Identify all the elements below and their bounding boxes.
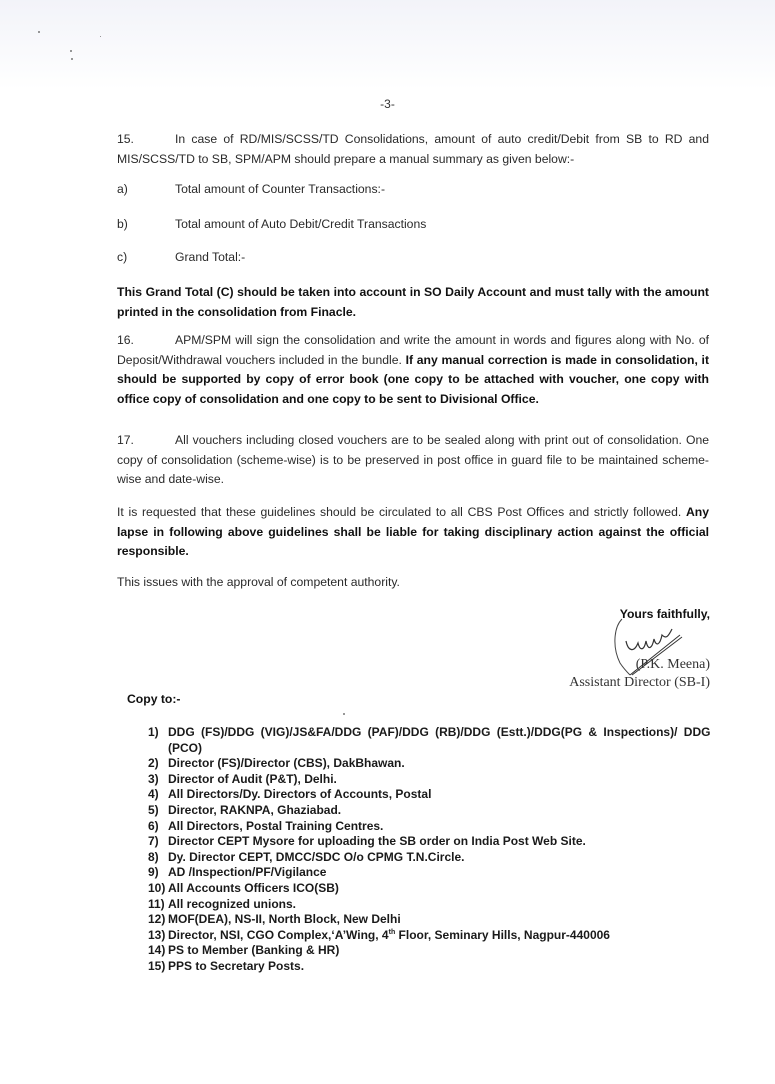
list-item: 12) MOF(DEA), NS-II, North Block, New Delhi [148,912,401,927]
list-item: 2) Director (FS)/Director (CBS), DakBhawan. [148,756,405,771]
list-item: 4) All Directors/Dy. Directors of Accounts, Postal [148,787,432,802]
signer-designation: Assistant Director (SB-I) [569,675,710,690]
grand-total-note-text: This Grand Total (C) should be taken into account in SO Daily Account and must tally with the amount printed in the consolidation from Finacle. [117,285,709,319]
item-text: Total amount of Counter Transactions:- [175,182,386,196]
list-item: 14) PS to Member (Banking & HR) [148,943,340,958]
summary-item-c [117,250,245,264]
list-item: 5) Director, RAKNPA, Ghaziabad. [148,802,342,817]
summary-item-b [117,217,426,231]
request-paragraph [117,503,709,562]
approval-text: This issues with the approval of competent authority. [117,575,400,589]
paragraph-text: All vouchers including closed vouchers are to be sealed along with print out of consolidation. One copy of consolidation (scheme-wise) is to be preserved in post office in guard file to be maintained scheme-wise and date-wise. [117,433,709,486]
paragraph-text: In case of RD/MIS/SCSS/TD Consolidations, amount of auto credit/Debit from SB to RD and MIS/SCSS/TD to SB, SPM/APM should prepare a manual summary as given below:- [117,132,709,166]
paragraph-number: 16. [117,333,134,347]
summary-item-a [117,182,385,196]
item-text: Grand Total:- [175,250,246,264]
item-text: Total amount of Auto Debit/Credit Transactions [175,217,427,231]
list-item: 8) Dy. Director CEPT, DMCC/SDC O/o CPMG T.N.Circle. [148,849,465,864]
list-item: 10) All Accounts Officers ICO(SB) [148,880,339,895]
list-item: 11) All recognized unions. [148,896,297,911]
closing-text: Yours faithfully, [619,607,710,621]
scan-shading [0,0,775,90]
copy-to-list [148,725,713,975]
item-label: c) [117,250,128,264]
paragraph-number: 15. [117,132,134,146]
paragraph-17 [117,431,709,490]
list-item: 13) Director, NSI, CGO Complex,‘A’Wing, 4th Floor, Seminary Hills, Nagpur-440006 [148,927,610,942]
list-item: 15) PPS to Secretary Posts. [148,958,305,973]
scan-speck [38,31,40,33]
list-item: 7) Director CEPT Mysore for uploading the SB order on India Post Web Site. [148,834,586,849]
request-text: It is requested that these guidelines should be circulated to all CBS Post Offices and strictly followed. [117,505,682,519]
signature-block [540,607,710,690]
item-label: a) [117,182,128,196]
scan-speck [71,58,73,60]
scan-speck [100,36,101,37]
paragraph-text: APM/SPM will sign the consolidation and write the amount in words and figures along with No. of Deposit/Withdrawal vouchers included in the bundle. [117,333,709,367]
list-item: 3) Director of Audit (P&T), Delhi. [148,771,337,786]
paragraph-16 [117,331,709,409]
item-label: b) [117,217,128,231]
request-bold-text: Any lapse in following above guidelines shall be liable for taking disciplinary action against the official responsible. [117,505,709,558]
copy-to-heading: Copy to:- [127,692,181,706]
paragraph-number: 17. [117,433,134,447]
scan-speck [343,713,345,715]
approval-line [117,573,709,593]
paragraph-15 [117,130,709,169]
signer-name: (P.K. Meena) [635,657,710,672]
list-item: 9) AD /Inspection/PF/Vigilance [148,865,327,880]
paragraph-bold-text: If any manual correction is made in consolidation, it should be supported by copy of error book (one copy to be attached with voucher, one copy with office copy of consolidation and one copy to be sent to Divisional Office. [117,352,709,406]
scan-speck [70,50,72,52]
grand-total-note [117,283,709,322]
list-item: 6) All Directors, Postal Training Centres. [148,818,384,833]
list-item: 1) DDG (FS)/DDG (VIG)/JS&FA/DDG (PAF)/DDG (RB)/DDG (Estt.)/DDG(PG & Inspections)/ DDG (PCO) [148,725,711,755]
page-number: -3- [380,97,395,111]
